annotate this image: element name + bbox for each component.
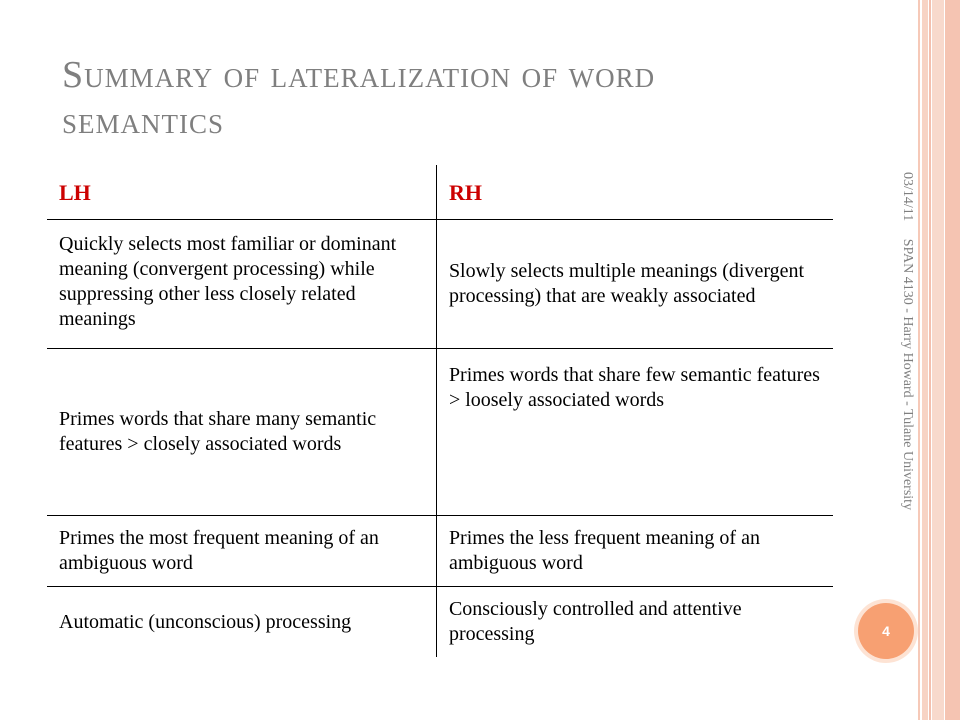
table-cell-rh: Slowly selects multiple meanings (divergent processing) that are weakly associated <box>436 220 833 349</box>
decorative-stripe <box>929 0 931 720</box>
slide-footer-vertical <box>895 172 915 564</box>
decorative-stripe <box>945 0 960 720</box>
table-cell-lh: Primes the most frequent meaning of an ambiguous word <box>47 516 436 587</box>
header-lh: LH <box>59 179 91 205</box>
table-header-row <box>47 165 833 220</box>
table-cell-rh: Consciously controlled and attentive processing <box>436 587 833 658</box>
page-number: 4 <box>882 623 890 639</box>
slide-date: 03/14/11 <box>900 172 915 222</box>
slide-title-line-1: Summary of lateralization of word <box>62 54 656 96</box>
table-row <box>47 516 833 587</box>
decorative-stripe <box>922 0 928 720</box>
slide-title-line-2: semantics <box>62 100 225 142</box>
table-cell-lh: Automatic (unconscious) processing <box>47 587 436 658</box>
header-rh: RH <box>436 165 833 220</box>
table-cell-rh: Primes words that share few semantic features > loosely associated words <box>436 349 833 516</box>
lateralization-table <box>47 165 833 657</box>
table-cell-rh: Primes the less frequent meaning of an ambiguous word <box>436 516 833 587</box>
table-row <box>47 220 833 349</box>
slide-title <box>62 52 862 144</box>
table-cell-lh: Quickly selects most familiar or dominant meaning (convergent processing) while suppressing other less closely related meanings <box>47 220 436 349</box>
table-cell-lh: Primes words that share many semantic features > closely associated words <box>47 349 436 516</box>
page-number-badge <box>858 603 914 659</box>
slide-footer-text: SPAN 4130 - Harry Howard - Tulane University <box>900 238 915 511</box>
table-row <box>47 587 833 658</box>
decorative-stripe <box>918 0 920 720</box>
table-row <box>47 349 833 516</box>
decorative-stripe <box>932 0 944 720</box>
